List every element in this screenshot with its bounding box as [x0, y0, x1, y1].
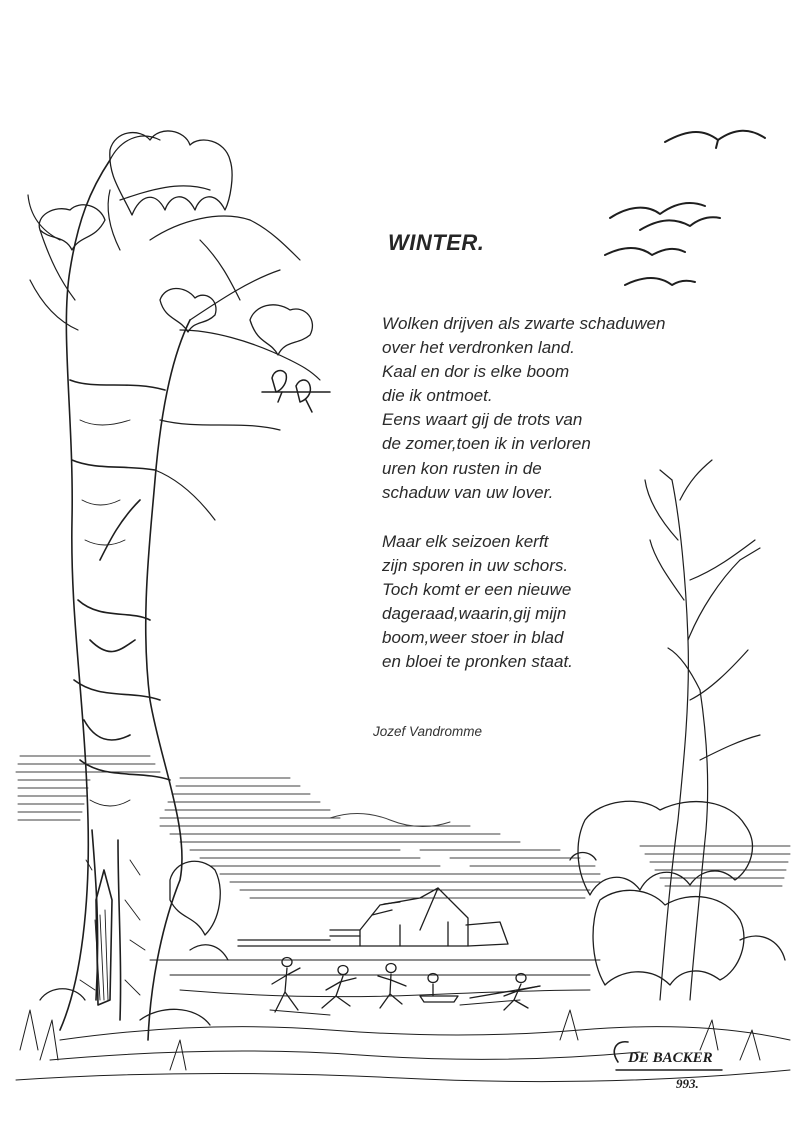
poem-line: Maar elk seizoen kerft: [382, 532, 549, 551]
poem-line: Wolken drijven als zwarte schaduwen: [382, 314, 666, 333]
poem-line: zijn sporen in uw schors.: [382, 556, 569, 576]
farmhouse: [238, 888, 508, 946]
snow-clumps-right-tree: [570, 801, 785, 985]
poem-line: schaduw van uw lover.: [382, 482, 554, 502]
poem-line: die ik ontmoet.: [382, 386, 493, 406]
poem-stanza-2: [382, 530, 573, 675]
poem-line: en bloei te pronken staat.: [382, 652, 573, 672]
poem-line: Kaal en dor is elke boom: [382, 362, 570, 382]
skating-children: [272, 958, 540, 1013]
poem-author: Jozef Vandromme: [373, 724, 483, 739]
poem-line: uren kon rusten in de: [382, 458, 542, 478]
poem-line: over het verdronken land.: [382, 338, 575, 358]
foreground-scrub: [16, 1010, 790, 1082]
signature-year: 993.: [676, 1076, 699, 1091]
poem-title: WINTER.: [388, 230, 485, 255]
flying-birds: [605, 131, 765, 285]
poem-line: boom,weer stoer in blad: [382, 628, 564, 648]
poem-line: Eens waart gij de trots van: [382, 410, 583, 430]
sky-hatching: [16, 756, 790, 898]
bare-tree-right: [645, 460, 760, 1000]
poem-line: dageraad,waarin,gij mijn: [382, 604, 567, 624]
perched-birds: [262, 371, 330, 412]
signature-name: DE BACKER: [628, 1050, 713, 1066]
large-tree-left: [60, 160, 190, 1040]
poem-line: Toch komt er een nieuwe: [382, 580, 572, 600]
artist-signature: [614, 1042, 722, 1091]
poem-line: de zomer,toen ik in verloren: [382, 434, 591, 454]
poem-stanza-1: [382, 312, 665, 505]
